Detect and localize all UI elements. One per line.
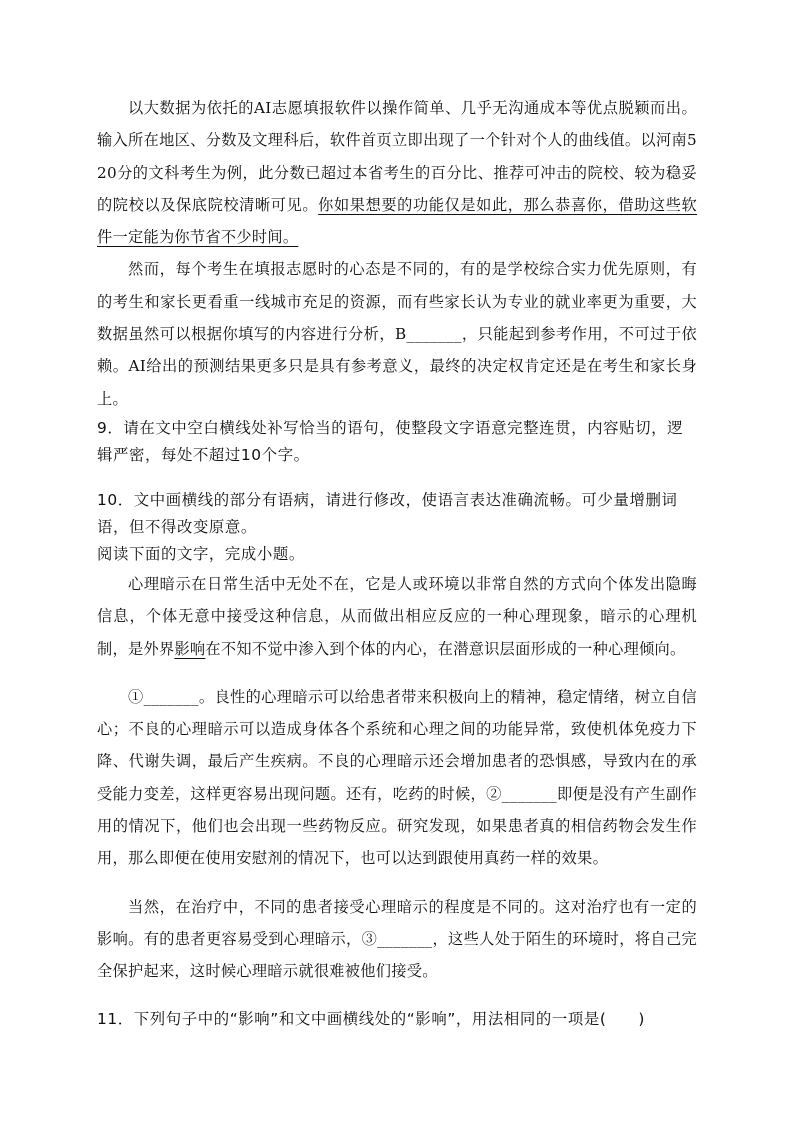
question-10: 10．文中画横线的部分有语病，请进行修改，使语言表达准确流畅。可少量增删词语，但不得改变原意。 (97, 490, 678, 536)
reading-instruction: 阅读下面的文字，完成小题。 (97, 544, 305, 563)
passage2-paragraph-2: ①_______。良性的心理暗示可以给患者带来积极向上的精神，稳定情绪，树立自信心；不良的心理暗示可以造成身体各个系统和心理之间的功能异常，致使机体免疫力下降、代谢失调，最后产生疾病。不良的心理暗示还会增加患者的恐惧感，导致内在的承受能力变差，这样更容易出现问题。还有，吃药的时候，②_______即便是没有产生副作用的情况下，他们也会出现一些药物反应。研究发现，如果患者真的相信药物会发生作用，那么即便在使用安慰剂的情况下，也可以达到跟使用真药一样的效果。 (97, 687, 697, 868)
question-11: 11．下列句子中的“影响”和文中画横线处的“影响”，用法相同的一项是( ) (97, 1009, 646, 1028)
passage1-paragraph-2: 然而，每个考生在填报志愿时的心态是不同的，有的是学校综合实力优先原则，有的考生和家长更看重一线城市充足的资源，而有些家长认为专业的就业率更为重要，大数据虽然可以根据你填写的内容进行分析，B_______，只能起到参考作用，不可过于依赖。AI给出的预测结果更多只是具有参考意义，最终的决定权肯定还是在考生和家长身上。 (97, 260, 697, 408)
underlined-word: 影响 (174, 639, 206, 658)
passage1-paragraph-1 (97, 92, 697, 253)
passage2-paragraph-3: 当然，在治疗中，不同的患者接受心理暗示的程度是不同的。这对治疗也有一定的影响。有的患者更容易受到心理暗示，③_______，这些人处于陌生的环境时，将自己完全保护起来，这时候心理暗示就很难被他们接受。 (97, 897, 697, 981)
passage2-paragraph-1-text-a: 心理暗示在日常生活中无处不在，它是人或环境以非常自然的方式向个体发出隐晦信息，个体无意中接受这种信息，从而做出相应反应的一种心理现象，暗示的心理机制，是外界 (97, 574, 697, 658)
passage2-paragraph-1-text-b: 在不知不觉中渗入到个体的内心，在潜意识层面形成的一种心理倾向。 (205, 639, 686, 658)
document-page (97, 92, 697, 1033)
question-9: 9．请在文中空白横线处补写恰当的语句，使整段文字语意完整连贯，内容贴切，逻辑严密，每处不超过10个字。 (97, 418, 684, 464)
passage2-paragraph-1 (97, 568, 697, 665)
underlined-sentence: 你如果想要的功能仅是如此，那么恭喜你，借助这些软件一定能为你节省不少时间。 (97, 195, 698, 247)
passage1-paragraph-1-text: 以大数据为依托的AI志愿填报软件以操作简单、几乎无沟通成本等优点脱颖而出。输入所在地区、分数及文理科后，软件首页立即出现了一个针对个人的曲线值。以河南520分的文科考生为例，此分数已超过本省考生的百分比、推荐可冲击的院校、较为稳妥的院校以及保底院校清晰可见。 (97, 99, 697, 214)
